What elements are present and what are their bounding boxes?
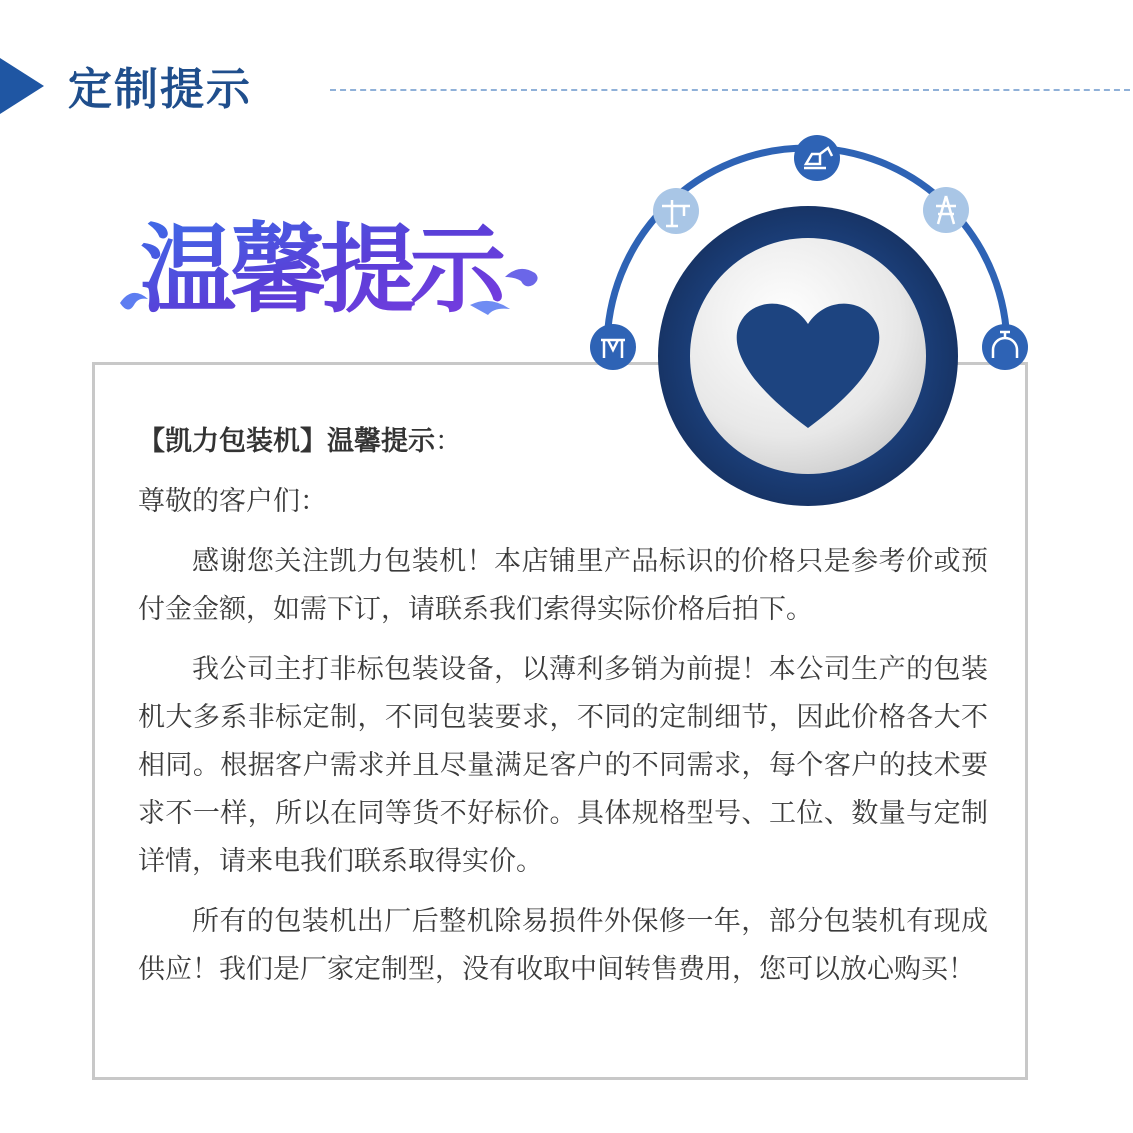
- greeting: 尊敬的客户们：: [138, 486, 327, 517]
- notice-heading-text: 【凯力包装机】温馨提示: [138, 426, 435, 457]
- header-arrow-icon: [0, 58, 44, 114]
- gate-crane-icon: [590, 324, 636, 370]
- calligraphy-text: 温馨提示: [140, 213, 500, 326]
- tower-crane-icon: [653, 188, 699, 234]
- excavator-icon: [794, 135, 840, 181]
- paragraph-3: 所有的包装机出厂后整机除易损件外保修一年，部分包装机有现成供应！我们是厂家定制型，没有收取中间转售费用，您可以放心购买！: [138, 906, 988, 985]
- page-title: 定制提示: [68, 64, 252, 115]
- notice-content: [138, 418, 988, 1006]
- notice-heading-colon: ：: [435, 426, 462, 457]
- pipe-valve-icon: [982, 324, 1028, 370]
- paragraph-2: 我公司主打非标包装设备，以薄利多销为前提！本公司生产的包装机大多系非标定制，不同包装要求，不同的定制细节，因此价格各大不相同。根据客户需求并且尽量满足客户的不同需求，每个客户的技术要求不一样，所以在同等货不好标价。具体规格型号、工位、数量与定制详情，请来电我们联系取得实价。: [138, 654, 988, 877]
- paragraph-1: 感谢您关注凯力包装机！本店铺里产品标识的价格只是参考价或预付金金额，如需下订，请联系我们索得实际价格后拍下。: [138, 546, 988, 625]
- notice-heading: [138, 418, 988, 466]
- header-divider: [330, 89, 1130, 91]
- calligraphy-banner: [110, 195, 550, 335]
- power-tower-icon: [923, 187, 969, 233]
